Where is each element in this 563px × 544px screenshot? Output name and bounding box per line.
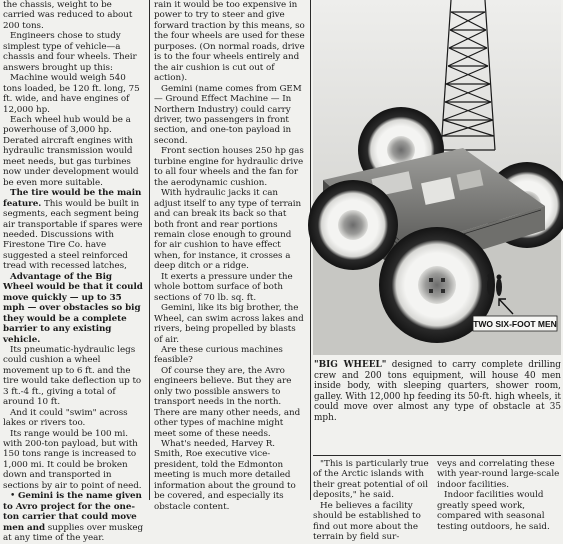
paragraph: Engineers chose to study simplest type of vehicle—a chassis and four wheels. Their answers brought up this:: [3, 31, 137, 73]
paragraph: Are these curious machines feasible?: [154, 344, 283, 366]
section-rule: [313, 455, 561, 456]
paragraph: rain it would be too expensive in power to try to steer and give forward traction by this means, so the four wheels are used for these purposes. (On normal roads, drive is to the four wheels entirely and the air cushion is cut out of action).: [154, 0, 305, 84]
paragraph: Machine would weigh 540 tons loaded, be 120 ft. long, 75 ft. wide, and have engines of 12,000 hp.: [3, 73, 140, 115]
paragraph: The tire would be the main feature. This would be built in segments, each segment being air transportable if spares were needed. Discussions with Firestone Tire Co. have suggested a steel reinforced tread with recessed latches,: [3, 188, 143, 272]
bullet-icon: •: [10, 491, 16, 502]
caption-bold-lead: "BIG WHEEL": [314, 360, 387, 370]
paragraph: Its range would be 100 mi. with 200-ton payload, but with 150 tons range is increased to 1,000 mi. It could be broken down and transported in sections by air to point of need.: [3, 428, 142, 491]
bold-lead: The tire would be the main feature.: [3, 188, 142, 209]
article-column-4: [437, 459, 561, 532]
paragraph: Front section houses 250 hp gas turbine engine for hydraulic drive to all four wheels and the fan for the aerodynamic cushion.: [154, 146, 304, 188]
paragraph: Gemini, like its big brother, the Wheel, can swim across lakes and rivers, being propelled by blasts of air.: [154, 303, 304, 345]
paragraph: Of course they are, the Avro engineers believe. But they are only two possible answers to transport needs in the north. There are many other needs, and other types of machine might meet some of these needs.: [154, 365, 301, 439]
caption-text: designed to carry complete drilling crew and 200 tons equipment, will house 40 men inside body, with sleeping quarters, shower room, galley. With 12,000 hp feeding its 50-ft. high wheels, it could move over almost any type of obstacle at 35 mph.: [314, 360, 561, 423]
big-wheel-model-photo: [313, 0, 561, 355]
paragraph: Gemini (name comes from GEM — Ground Effect Machine — In Northern Industry) could carry driver, two passengers in front section, and one-ton payload in second.: [154, 83, 302, 146]
paragraph: [3, 272, 145, 345]
paragraph: It exerts a pressure under the whole bottom surface of both sections of 70 lb. sq. ft.: [154, 271, 293, 303]
paragraph: Its pneumatic-hydraulic legs could cushion a wheel movement up to 6 ft. and the tire would take deflection up to 3 ft.-4 ft., giving a total of around 10 ft.: [3, 344, 142, 408]
bold-lead: Advantage of the Big Wheel would be that it could move quickly — up to 35 mph — over obstacles so big they would be a complete barrier to any existing vehicle.: [3, 271, 143, 345]
column-rule: [149, 0, 150, 500]
article-column-2: [154, 0, 306, 512]
paragraph: veys and correlating these with year-round large-scale indoor facilities.: [437, 459, 560, 490]
inset-label: TWO SIX-FOOT MEN: [473, 319, 557, 329]
photo-caption: [314, 360, 561, 424]
paragraph: the chassis, weight to be carried was reduced to about 200 tons.: [3, 0, 133, 31]
paragraph: He believes a facility should be established to find out more about the terrain by field sur-: [313, 500, 421, 543]
paragraph: With hydraulic jacks it can adjust itself to any type of terrain and can break its back so that both front and rear portions remain close enough to ground for air cushion to have effect when, for instance, it crosses a deep ditch or a ridge.: [154, 188, 302, 272]
column-rule: [310, 0, 311, 500]
article-column-1: [3, 0, 145, 544]
paragraph: "This is particularly true of the Arctic islands with their great potential of oil deposits," he said.: [313, 459, 429, 501]
paragraph: What's needed, Harvey R. Smith, Roe executive vice-president, told the Edmonton meeting is much more detailed information about the ground to be covered, and especially its obstacle content.: [154, 439, 296, 512]
bold-lead: Gemini is the name given to Avro project for the one-ton carrier that could move men and: [3, 491, 142, 533]
paragraph: Indoor facilities would greatly speed work, compared with seasonal testing outdoors, he said.: [437, 490, 550, 532]
paragraph: • Gemini is the name given to Avro project for the one-ton carrier that could move men and supplies over muskeg at any time of the year.: [3, 491, 144, 544]
paragraph: And it could "swim" across lakes or rivers too.: [3, 407, 128, 429]
paragraph: Each wheel hub would be a powerhouse of 3,000 hp. Derated aircraft engines with hydraulic transmission would meet needs, but gas turbines now under development would be even more suitable.: [3, 114, 139, 188]
article-column-3: [313, 459, 432, 543]
